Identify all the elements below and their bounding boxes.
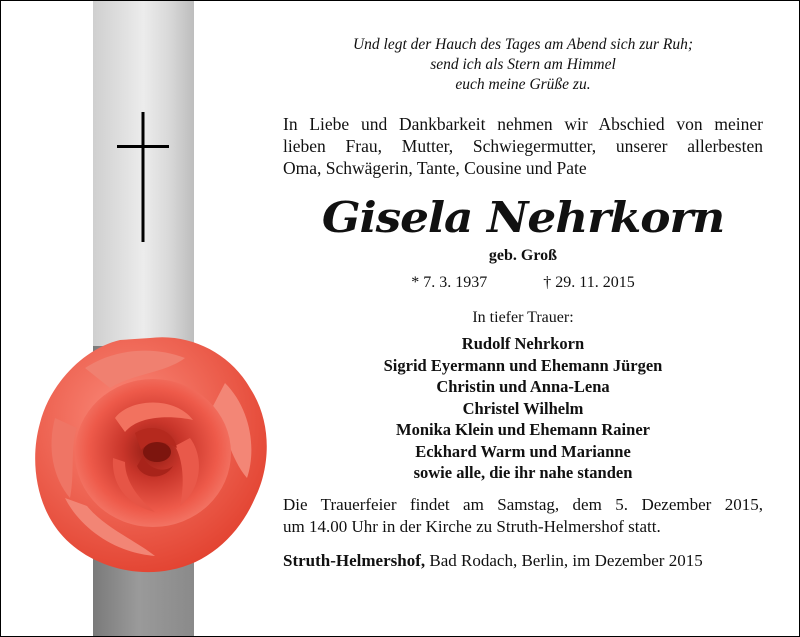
funeral-line: um 14.00 Uhr in der Kirche zu Struth-Helmershof statt.: [283, 516, 661, 536]
deceased-name: Gisela Nehrkorn: [321, 193, 725, 242]
funeral-line: Die Trauerfeier findet am Samstag, dem 5. Dezember 2015,: [283, 494, 763, 514]
verse-line: euch meine Grüße zu.: [455, 76, 591, 93]
notice-text: [283, 35, 763, 572]
farewell-intro: [283, 113, 763, 179]
intro-line: lieben Frau, Mutter, Schwiegermutter, unserer allerbesten: [283, 136, 763, 156]
death-date: † 29. 11. 2015: [543, 274, 635, 291]
mourner-name: Monika Klein und Ehemann Rainer: [396, 420, 650, 439]
town-name: Struth-Helmershof,: [283, 550, 426, 570]
place-rest: Bad Rodach, Berlin, im Dezember 2015: [425, 550, 703, 570]
latin-cross-icon: [117, 112, 169, 242]
mourning-heading: In tiefer Trauer:: [472, 309, 574, 326]
place-and-date: [283, 550, 763, 572]
verse-line: send ich als Stern am Himmel: [430, 56, 616, 73]
funeral-info: [283, 494, 763, 538]
intro-line: In Liebe und Dankbarkeit nehmen wir Abschied von meiner: [283, 114, 763, 134]
mourner-name: Christel Wilhelm: [462, 398, 584, 418]
mourners-list: [283, 333, 763, 484]
mourner-name: sowie alle, die ihr nahe standen: [413, 463, 633, 482]
birth-date: * 7. 3. 1937: [411, 274, 488, 291]
intro-line: Oma, Schwägerin, Tante, Cousine und Pate: [283, 158, 587, 178]
maiden-name: geb. Groß: [488, 247, 558, 264]
mourner-name: Sigrid Eyermann und Ehemann Jürgen: [383, 355, 663, 375]
red-rose-image: [25, 328, 275, 578]
mourner-name: Eckhard Warm und Marianne: [415, 441, 631, 461]
mourner-name: Rudolf Nehrkorn: [461, 334, 585, 353]
memorial-verse: [283, 35, 763, 95]
life-dates: [283, 273, 763, 293]
verse-line: Und legt der Hauch des Tages am Abend sich zur Ruh;: [352, 36, 694, 53]
mourner-name: Christin und Anna-Lena: [436, 377, 610, 396]
